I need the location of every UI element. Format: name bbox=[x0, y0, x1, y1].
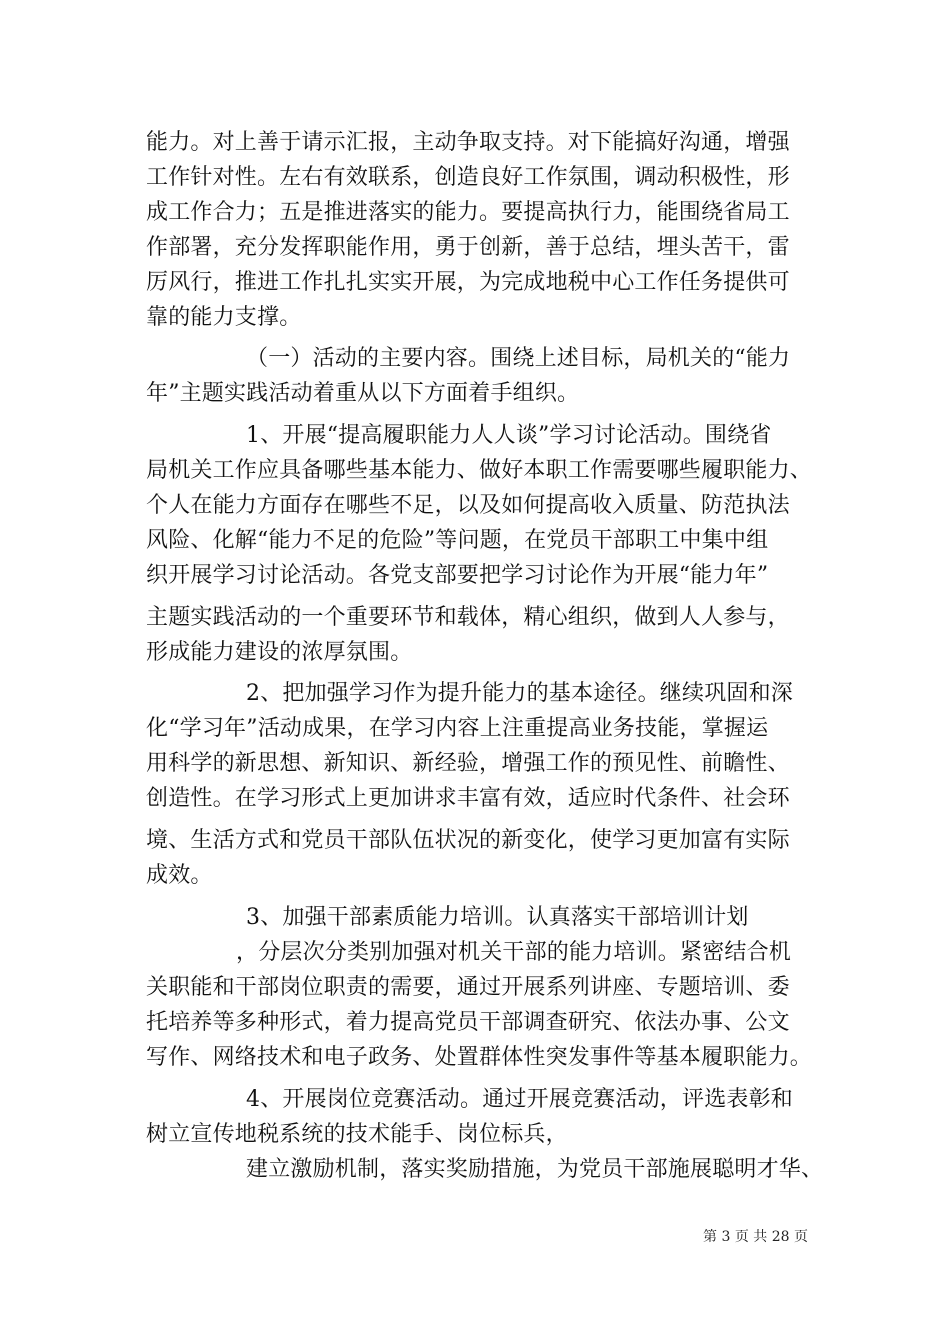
text-line: 厉风行，推进工作扎扎实实开展，为完成地税中心工作任务提供可 bbox=[146, 270, 790, 295]
text-line: 托培养等多种形式，着力提高党员干部调查研究、依法办事、公文 bbox=[146, 1010, 790, 1035]
text-line: 创造性。在学习形式上更加讲求丰富有效，适应时代条件、社会环 bbox=[146, 786, 790, 811]
text-line: 主题实践活动的一个重要环节和载体，精心组织，做到人人参与， bbox=[146, 605, 790, 630]
text-line: 织开展学习讨论活动。各党支部要把学习讨论作为开展“能力年” bbox=[146, 563, 769, 588]
text-line: 作部署，充分发挥职能作用，勇于创新，善于总结，埋头苦干，雷 bbox=[146, 235, 790, 260]
text-line: 年”主题实践活动着重从以下方面着手组织。 bbox=[146, 381, 580, 406]
text-line: 工作针对性。左右有效联系，创造良好工作氛围，调动积极性，形 bbox=[146, 165, 790, 190]
text-line: 形成能力建设的浓厚氛围。 bbox=[146, 640, 413, 665]
paragraph-start: 4、开展岗位竞赛活动。通过开展竞赛活动，评选表彰和 bbox=[246, 1087, 793, 1112]
text-line: 写作、网络技术和电子政务、处置群体性突发事件等基本履职能力。 bbox=[146, 1045, 813, 1070]
text-line: 建立激励机制，落实奖励措施，为党员干部施展聪明才华、 bbox=[246, 1157, 824, 1182]
text-line: 成效。 bbox=[146, 863, 213, 888]
page-number: 第 3 页 共 28 页 bbox=[703, 1229, 808, 1245]
text-line: 用科学的新思想、新知识、新经验，增强工作的预见性、前瞻性、 bbox=[146, 751, 790, 776]
text-line: 化“学习年”活动成果，在学习内容上注重提高业务技能，掌握运 bbox=[146, 716, 769, 741]
text-line: 靠的能力支撑。 bbox=[146, 305, 302, 330]
text-line: 风险、化解“能力不足的危险”等问题，在党员干部职工中集中组 bbox=[146, 528, 769, 553]
text-line: 关职能和干部岗位职责的需要，通过开展系列讲座、专题培训、委 bbox=[146, 975, 790, 1000]
text-line: 成工作合力；五是推进落实的能力。要提高执行力，能围绕省局工 bbox=[146, 200, 790, 225]
paragraph-start: 2、把加强学习作为提升能力的基本途径。继续巩固和深 bbox=[246, 681, 793, 706]
section-heading: （一）活动的主要内容。围绕上述目标，局机关的“能力 bbox=[246, 346, 791, 371]
paragraph-start: 3、加强干部素质能力培训。认真落实干部培训计划 bbox=[246, 905, 749, 930]
text-line: 能力。对上善于请示汇报，主动争取支持。对下能搞好沟通，增强 bbox=[146, 130, 790, 155]
text-line: 树立宣传地税系统的技术能手、岗位标兵， bbox=[146, 1122, 568, 1147]
text-line: 局机关工作应具备哪些基本能力、做好本职工作需要哪些履职能力、 bbox=[146, 458, 813, 483]
text-line: 境、生活方式和党员干部队伍状况的新变化，使学习更加富有实际 bbox=[146, 828, 790, 853]
paragraph-start: 1、开展“提高履职能力人人谈”学习讨论活动。围绕省 bbox=[246, 423, 772, 448]
text-line: 个人在能力方面存在哪些不足，以及如何提高收入质量、防范执法 bbox=[146, 493, 790, 518]
text-line: ，分层次分类别加强对机关干部的能力培训。紧密结合机 bbox=[236, 940, 792, 965]
